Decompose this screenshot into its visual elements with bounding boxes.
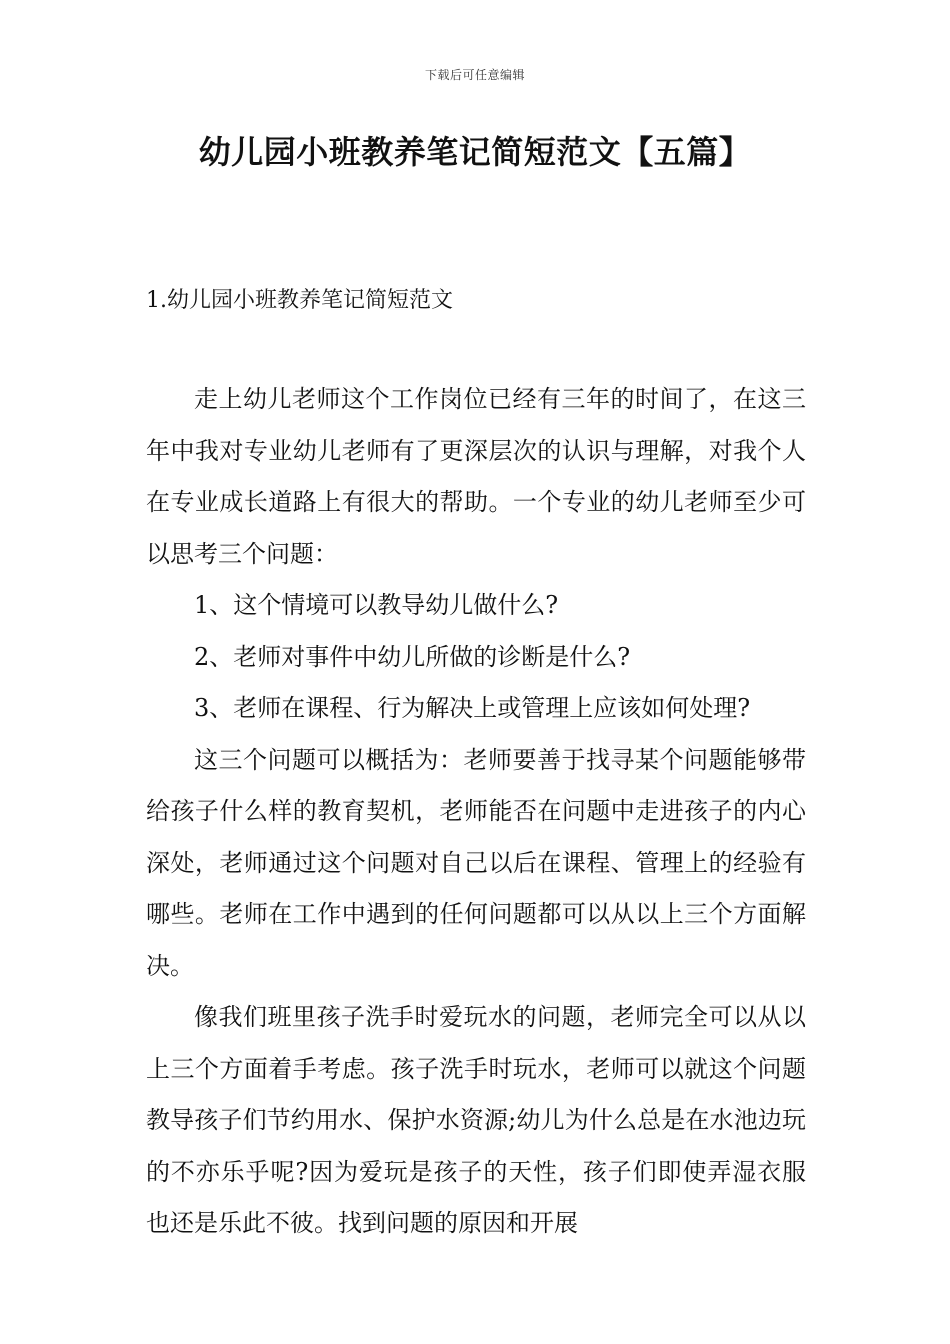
paragraph: 2、老师对事件中幼儿所做的诊断是什么? [194,642,631,671]
paragraph: 走上幼儿老师这个工作岗位已经有三年的时间了，在这三年中我对专业幼儿老师有了更深层次的认识与理解，对我个人在专业成长道路上有很大的帮助。一个专业的幼儿老师至少可以思考三个问题： [146,385,806,568]
paragraph: 像我们班里孩子洗手时爱玩水的问题，老师完全可以从以上三个方面着手考虑。孩子洗手时玩水，老师可以就这个问题教导孩子们节约用水、保护水资源;幼儿为什么总是在水池边玩的不亦乐乎呢?因为爱玩是孩子的天性，孩子们即使弄湿衣服也还是乐此不彼。找到问题的原因和开展 [146,1003,806,1237]
paragraph: 3、老师在课程、行为解决上或管理上应该如何处理? [194,694,751,722]
body-text [146,374,806,1250]
paragraph: 这三个问题可以概括为：老师要善于找寻某个问题能够带给孩子什么样的教育契机，老师能否在问题中走进孩子的内心深处，老师通过这个问题对自己以后在课程、管理上的经验有哪些。老师在工作中遇到的任何问题都可以从以上三个方面解决。 [146,745,806,980]
header-note: 下载后可任意编辑 [424,68,525,82]
section-heading: 1.幼儿园小班教养笔记简短范文 [146,288,453,313]
document-title: 幼儿园小班教养笔记简短范文【五篇】 [198,133,752,171]
paragraph: 1、这个情境可以教导幼儿做什么? [194,591,559,619]
